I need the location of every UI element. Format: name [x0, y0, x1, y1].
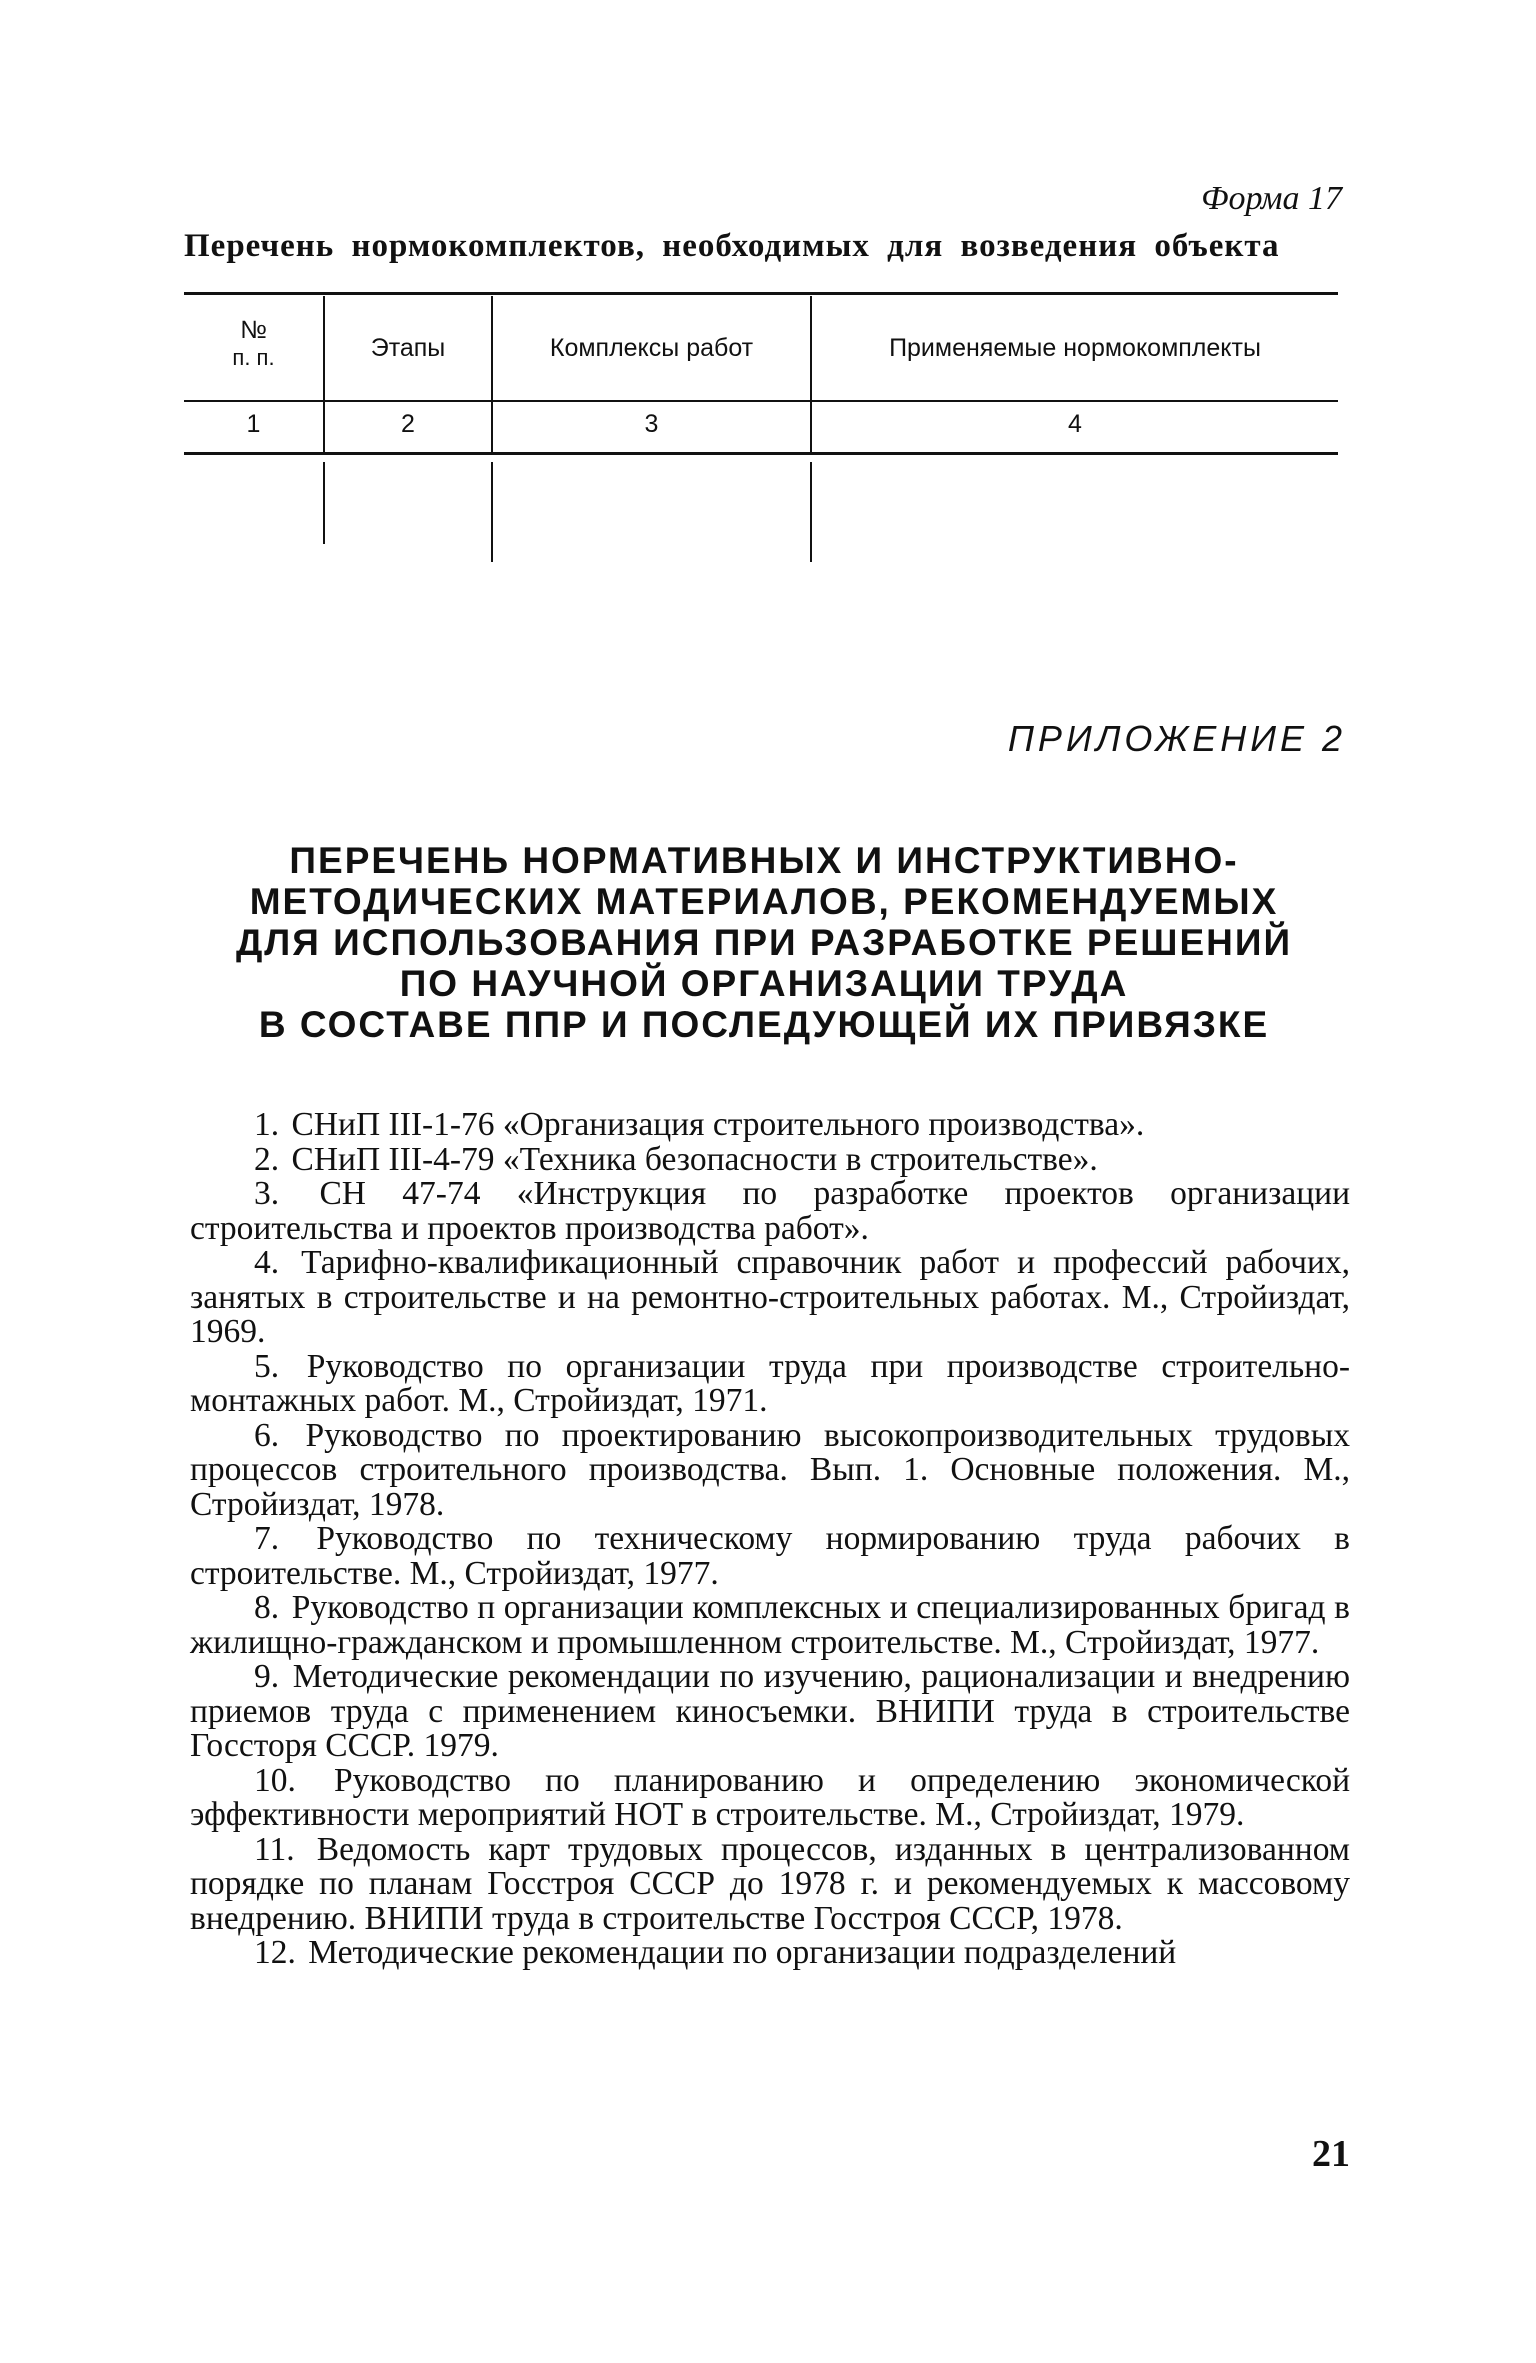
table-top-rule — [184, 292, 1338, 295]
list-item: 9. Методические рекомендации по изучению, рационализации и внедрению приемов труда с применением киносъемки. ВНИПИ труда в строительстве Госсторя СССР. 1979. — [190, 1658, 1351, 1764]
list-item: 7. Руководство по техническому нормированию труда рабочих в строительстве. М., Стройиздат, 1977. — [190, 1520, 1351, 1592]
list-item: 2. СНиП III-4-79 «Техника безопасности в строительстве». — [254, 1140, 1098, 1178]
table-column-number: 4 — [1068, 410, 1082, 438]
references-list — [190, 1108, 1350, 1971]
list-item: 10. Руководство по планированию и определению экономической эффективности мероприятий НОТ в строительстве. М., Стройиздат, 1979. — [190, 1761, 1351, 1833]
list-item: 3. СН 47-74 «Инструкция по разработке проектов организации строительства и проектов производства работ». — [190, 1175, 1350, 1247]
list-item: 11. Ведомость карт трудовых процессов, изданных в централизованном порядке по планам Госстроя СССР до 1978 г. и рекомендуемых к массовому внедрению. ВНИПИ труда в строительстве Госстроя СССР, 1978. — [190, 1830, 1350, 1937]
table-divider — [491, 462, 493, 562]
table-header-cell: Применяемые нормокомплекты — [889, 334, 1261, 362]
list-item: 4. Тарифно-квалификационный справочник работ и профессий рабочих, занятых в строительстве и на ремонтно-строительных работах. М., Стройиздат, 1969. — [190, 1244, 1350, 1350]
table-column-number: 1 — [246, 410, 261, 438]
table-header-rule — [184, 400, 1338, 402]
list-item: 8. Руководство п организации комплексных и специализированных бригад в жилищно-гражданском и промышленном строительстве. М., Стройиздат, 1977. — [190, 1589, 1350, 1661]
list-item: 5. Руководство по организации труда при производстве строительно-монтажных работ. М., Стройиздат, 1971. — [190, 1347, 1351, 1419]
table-column-number: 2 — [401, 410, 415, 438]
table-header-cell: № п. п. — [232, 316, 275, 370]
table-header-cell: Этапы — [370, 334, 446, 362]
table-divider — [810, 462, 812, 562]
list-item: 6. Руководство по проектированию высокопроизводительных трудовых процессов строительного производства. Вып. 1. Основные положения. М., Стройиздат, 1978. — [190, 1416, 1350, 1523]
list-item: 1. СНиП III-1-76 «Организация строительного производства». — [254, 1106, 1145, 1143]
appendix-heading: ПЕРЕЧЕНЬ НОРМАТИВНЫХ И ИНСТРУКТИВНО- МЕТОДИЧЕСКИХ МАТЕРИАЛОВ, РЕКОМЕНДУЕМЫХ ДЛЯ ИСПОЛЬЗОВАНИЯ ПРИ РАЗРАБОТКЕ РЕШЕНИЙ ПО НАУЧНОЙ ОРГАНИЗАЦИИ ТРУДА В СОСТАВЕ ППР И ПОСЛЕДУЮЩЕЙ ИХ ПРИВЯЗКЕ — [235, 840, 1293, 1045]
list-item: 12. Методические рекомендации по организации подразделений — [254, 1934, 1177, 1971]
form-title: Перечень нормокомплектов, необходимых для возведения объекта — [184, 228, 1280, 264]
page-number: 21 — [1312, 2133, 1350, 2175]
appendix-label: ПРИЛОЖЕНИЕ 2 — [1007, 718, 1346, 759]
form-label: Форма 17 — [1201, 180, 1342, 217]
table-column-number: 3 — [644, 410, 659, 438]
table-numbers-rule — [184, 452, 1338, 455]
table-header-cell: Комплексы работ — [549, 334, 754, 362]
table-divider — [323, 462, 325, 544]
